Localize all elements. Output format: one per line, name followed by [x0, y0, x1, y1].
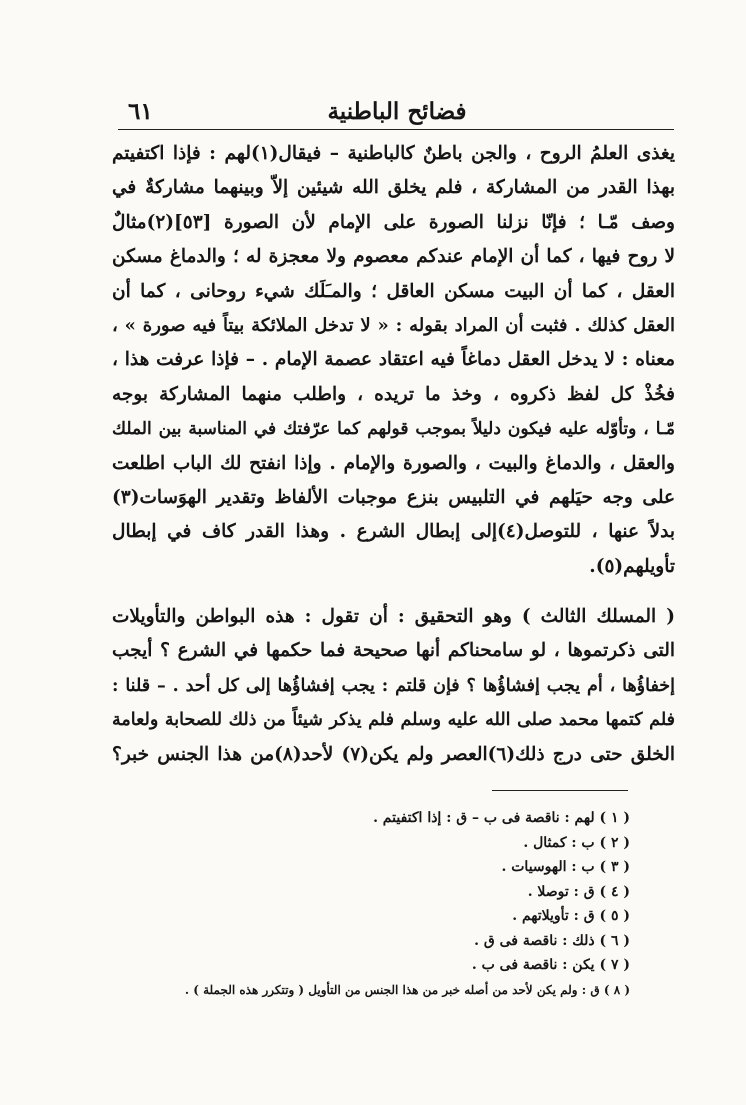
footnotes	[180, 806, 630, 1002]
text-line: إخفاؤُها ، أم يجب إفشاؤُها ؟ فإن قلتم : يجب إفشاؤُها إلى كل أحد . – قلنا :	[112, 675, 675, 696]
text-line: ( المسلك الثالث ) وهو التحقيق : أن تقول : هذه البواطن والتأويلات	[112, 606, 675, 627]
text-line: تأويلهم(٥).	[589, 555, 675, 577]
text-line: لا روح فيها ، كما أن الإمام عندكم معصوم ولا معجزة له ؛ والدماغ مسكن	[112, 246, 675, 268]
footnote: ( ٦ ) ذلك : ناقصة فى ق .	[474, 932, 630, 949]
text-line: وصف مّـا ؛ فإنّا نزلنا الصورة على الإمام لأن الصورة [٥٣](٢)مثالٌ	[112, 211, 675, 233]
footnote: ( ٨ ) ق : ولم يكن لأحد من أصله خبر من هذا الجنس من التأويل ( وتتكرر هذه الجملة ) .	[184, 982, 630, 997]
text-line: فلم كتمها محمد صلى الله عليه وسلم فلم يذكر شيئاً من ذلك للصحابة ولعامة	[112, 710, 675, 731]
footnote: ( ١ ) لهم : ناقصة فى ب – ق : إذا اكتفيتم .	[373, 810, 630, 826]
header-rule	[118, 129, 674, 130]
text-line: على وجه حيَلهم في التلبيس بنزع موجبات الألفاظ وتقدير الهوَسات(٣)	[112, 486, 675, 508]
footnote: ( ٥ ) ق : تأويلاتهم .	[512, 908, 630, 924]
text-line: التى ذكرتموها ، لو سامحناكم أنها صحيحة فما حكمها في الشرع ؟ أيجب	[112, 640, 675, 662]
text-line: معناه : لا يدخل العقل دماغاً فيه اعتقاد عصمة الإمام . – فإذا عرفت هذا ،	[112, 349, 675, 371]
body-paragraph-2	[112, 600, 675, 772]
footnote: ( ٢ ) ب : كمثال .	[523, 834, 630, 851]
page-header	[128, 98, 666, 132]
footnote: ( ٤ ) ق : توصلا .	[527, 883, 630, 900]
text-line: العقل كذلك . فثبت أن المراد بقوله : « لا تدخل الملائكة بيتاً فيه صورة » ،	[112, 314, 675, 336]
footnote: ( ٣ ) ب : الهوسيات .	[501, 859, 630, 875]
text-line: يغذى العلمُ الروح ، والجن باطنٌ كالباطنية – فيقال(١)لهم : فإذا اكتفيتم	[112, 143, 676, 164]
text-line: الخلق حتى درج ذلك(٦)العصر ولم يكن(٧) لأحد(٨)من هذا الجنس خبر؟	[112, 743, 676, 765]
text-line: والعقل ، والدماغ والبيت ، والصورة والإمام . وإذا انفتح لك الباب اطلعت	[112, 452, 675, 474]
text-line: فخُذْ كل لفظ ذكروه ، وخذ ما تريده ، واطلب منهما المشاركة بوجه	[112, 383, 675, 405]
page-number: ٦١	[128, 98, 153, 125]
text-line: مّـا ، وتأوّله عليه فيكون دليلاً بموجب قولهم كما عرّفتك في المناسبة بين الملك	[112, 419, 675, 440]
footnote: ( ٧ ) يكن : ناقصة فى ب .	[471, 957, 630, 973]
footnote-rule	[492, 790, 628, 791]
page-title: فضائح الباطنية	[327, 98, 467, 125]
text-line: بدلاً عنها ، للتوصل(٤)إلى إبطال الشرع . وهذا القدر كاف في إبطال	[112, 521, 675, 543]
body-paragraph-1	[112, 137, 675, 584]
text-line: بهذا القدر من المشاركة ، فلم يخلق الله شيئين إلاّ وبينهما مشاركةٌ في	[112, 177, 675, 199]
text-line: العقل ، كما أن البيت مسكن العاقل ؛ والمـَلَك شيء روحانى ، كما أن	[112, 280, 675, 302]
